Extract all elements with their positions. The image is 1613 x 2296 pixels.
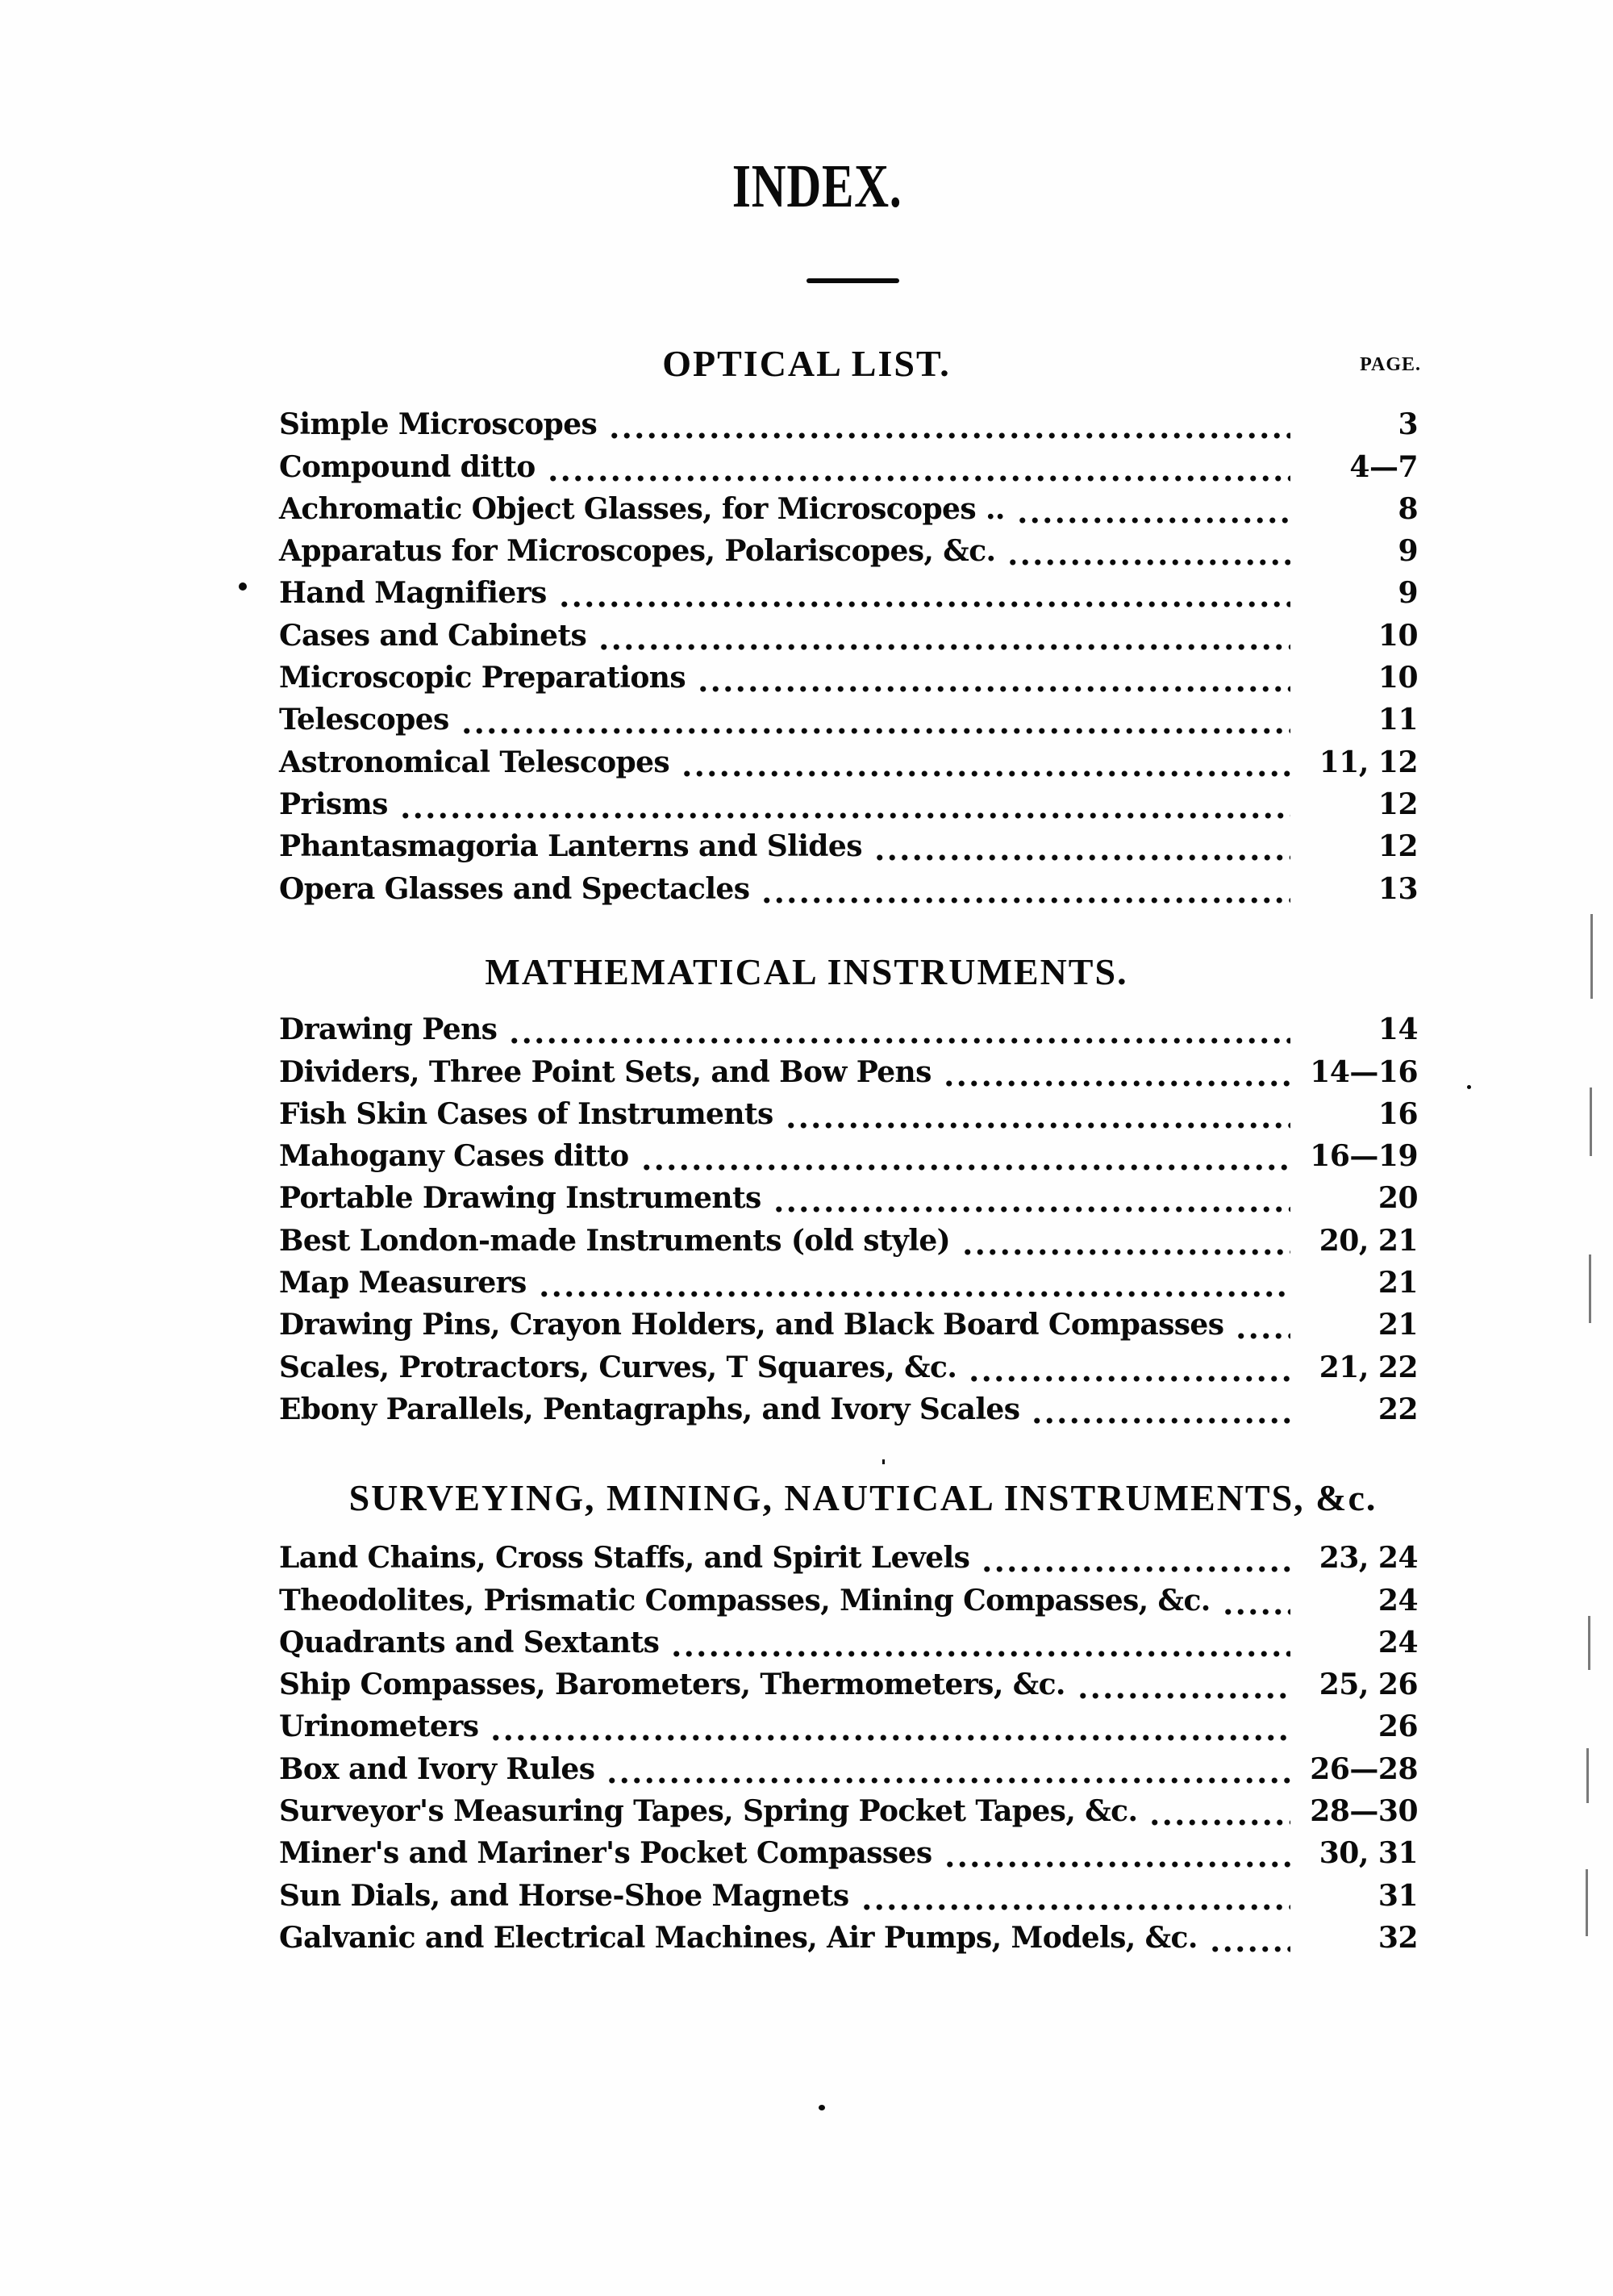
index-entry <box>279 822 1418 864</box>
index-entry <box>279 1132 1418 1174</box>
entry-label: Dividers, Three Point Sets, and Bow Pens <box>279 1054 932 1089</box>
dot-leader <box>1077 1667 1290 1702</box>
index-entry <box>279 1618 1418 1660</box>
dot-leader <box>943 1054 1290 1090</box>
dot-leader <box>873 829 1290 864</box>
entry-label: Urinometers <box>279 1709 479 1744</box>
entry-label: Prisms <box>279 787 388 821</box>
entry-label: Apparatus for Microscopes, Polariscopes, &c. <box>279 534 996 569</box>
entry-page: 11, 12 <box>1319 745 1418 779</box>
entry-page: 23, 24 <box>1319 1541 1418 1576</box>
index-entry <box>279 611 1418 653</box>
entry-label: Achromatic Object Glasses, for Microscopes .. <box>279 491 1005 526</box>
entry-page: 9 <box>1398 534 1418 569</box>
entry-label: Simple Microscopes <box>279 407 598 442</box>
entry-page: 26—28 <box>1310 1751 1418 1786</box>
dot-leader <box>861 1878 1290 1914</box>
index-entry <box>279 485 1418 527</box>
entry-label: Miner's and Mariner's Pocket Compasses <box>279 1836 932 1871</box>
scan-edge-line <box>1586 1748 1589 1803</box>
index-entry <box>279 695 1418 737</box>
dot-leader <box>399 787 1290 822</box>
index-entry <box>279 737 1418 779</box>
index-entry <box>279 1660 1418 1702</box>
entry-label: Hand Magnifiers <box>279 576 547 611</box>
dot-leader <box>944 1835 1291 1871</box>
entry-page: 25, 26 <box>1319 1668 1418 1702</box>
index-entry <box>279 1576 1418 1618</box>
entry-page: 31 <box>1378 1878 1418 1913</box>
entry-page: 8 <box>1398 491 1418 526</box>
dot-leader <box>606 1751 1290 1787</box>
entry-label: Opera Glasses and Spectacles <box>279 871 750 906</box>
dot-leader <box>697 660 1290 695</box>
index-entry <box>279 527 1418 569</box>
section-heading-mathematical: MATHEMATICAL INSTRUMENTS. <box>485 951 1128 992</box>
index-entry <box>279 1259 1418 1300</box>
dot-leader <box>1007 533 1290 569</box>
dot-leader <box>640 1138 1290 1174</box>
index-entry <box>279 1914 1418 1956</box>
surveying-list <box>279 1534 1418 1956</box>
index-entry <box>279 1534 1418 1576</box>
scan-edge-line <box>1590 914 1593 999</box>
entry-label: Sun Dials, and Horse-Shoe Magnets <box>279 1878 849 1913</box>
entry-label: Astronomical Telescopes <box>279 745 670 779</box>
scan-edge-line <box>1588 1616 1590 1670</box>
index-entry <box>279 1744 1418 1786</box>
entry-label: Quadrants and Sextants <box>279 1625 660 1659</box>
entry-page: 20, 21 <box>1319 1223 1418 1258</box>
entry-page: 3 <box>1398 407 1418 442</box>
index-entry <box>279 1047 1418 1089</box>
scan-edge-line <box>1586 1869 1588 1936</box>
entry-page: 32 <box>1378 1920 1418 1955</box>
entry-page: 11 <box>1378 703 1418 737</box>
dot-leader <box>1031 1392 1290 1427</box>
entry-label: Microscopic Preparations <box>279 661 686 695</box>
index-entry <box>279 1005 1418 1047</box>
entry-page: 30, 31 <box>1319 1836 1418 1871</box>
entry-page: 13 <box>1378 871 1418 906</box>
entry-page: 26 <box>1378 1709 1418 1744</box>
entry-page: 21 <box>1378 1266 1418 1300</box>
entry-label: Map Measurers <box>279 1266 527 1300</box>
entry-label: Surveyor's Measuring Tapes, Spring Pocket Tapes, &c. <box>279 1794 1138 1829</box>
entry-label: Fish Skin Cases of Instruments <box>279 1096 773 1131</box>
index-entry <box>279 442 1418 484</box>
index-entry <box>279 1216 1418 1258</box>
index-entry <box>279 1787 1418 1829</box>
entry-page: 4—7 <box>1349 449 1418 484</box>
entry-page: 12 <box>1378 787 1418 821</box>
entry-page: 28—30 <box>1310 1794 1418 1829</box>
entry-label: Mahogany Cases ditto <box>279 1139 629 1174</box>
stray-dot-mark <box>1467 1085 1471 1089</box>
entry-label: Scales, Protractors, Curves, T Squares, &c. <box>279 1350 957 1384</box>
dot-leader <box>961 1223 1290 1259</box>
entry-page: 14—16 <box>1310 1054 1418 1089</box>
index-entry <box>279 1090 1418 1132</box>
dot-leader <box>670 1625 1290 1660</box>
index-entry <box>279 653 1418 695</box>
index-entry <box>279 864 1418 906</box>
title-rule-divider <box>806 278 899 283</box>
entry-page: 16 <box>1378 1096 1418 1131</box>
mathematical-list <box>279 1005 1418 1427</box>
dot-leader <box>547 449 1290 485</box>
entry-label: Ebony Parallels, Pentagraphs, and Ivory Scales <box>279 1392 1020 1426</box>
entry-page: 10 <box>1378 661 1418 695</box>
dot-leader <box>1016 491 1290 527</box>
optical-list <box>279 400 1418 907</box>
dot-leader <box>981 1540 1290 1576</box>
entry-page: 22 <box>1378 1392 1418 1426</box>
dot-leader <box>461 702 1290 737</box>
entry-label: Phantasmagoria Lanterns and Slides <box>279 829 862 864</box>
entry-page: 12 <box>1378 829 1418 864</box>
dot-leader <box>1222 1583 1290 1618</box>
index-entry <box>279 569 1418 611</box>
entry-label: Land Chains, Cross Staffs, and Spirit Levels <box>279 1541 970 1576</box>
entry-page: 16—19 <box>1310 1139 1418 1174</box>
entry-page: 24 <box>1378 1583 1418 1618</box>
index-entry <box>279 1174 1418 1216</box>
entry-label: Galvanic and Electrical Machines, Air Pumps, Models, &c. <box>279 1920 1198 1955</box>
index-entry <box>279 1829 1418 1871</box>
dot-leader <box>773 1180 1290 1216</box>
scan-edge-line <box>1589 1254 1591 1323</box>
entry-label: Ship Compasses, Barometers, Thermometers, &c. <box>279 1668 1065 1702</box>
index-entry <box>279 1871 1418 1913</box>
index-entry <box>279 1385 1418 1427</box>
dot-leader <box>598 618 1290 653</box>
dot-leader <box>558 575 1290 611</box>
stray-tick-mark <box>882 1459 885 1464</box>
dot-leader <box>785 1096 1290 1132</box>
entry-label: Telescopes <box>279 703 449 737</box>
dot-leader <box>490 1709 1290 1744</box>
section-heading-optical: OPTICAL LIST. <box>662 343 951 384</box>
entry-page: 9 <box>1398 576 1418 611</box>
dot-leader <box>608 407 1290 442</box>
entry-page: 24 <box>1378 1625 1418 1659</box>
stray-dot-mark <box>819 2105 825 2110</box>
dot-leader <box>1209 1920 1290 1956</box>
entry-page: 21 <box>1378 1308 1418 1342</box>
entry-page: 20 <box>1378 1181 1418 1216</box>
page-column-label: PAGE. <box>1360 354 1421 375</box>
stray-dot-mark <box>239 582 247 591</box>
index-entry <box>279 780 1418 822</box>
index-entry <box>279 1702 1418 1744</box>
entry-label: Drawing Pens <box>279 1012 498 1047</box>
dot-leader <box>1235 1307 1290 1342</box>
dot-leader <box>761 871 1290 907</box>
entry-page: 10 <box>1378 618 1418 653</box>
entry-label: Compound ditto <box>279 449 536 484</box>
dot-leader <box>1148 1793 1290 1829</box>
entry-label: Theodolites, Prismatic Compasses, Mining Compasses, &c. <box>279 1583 1211 1618</box>
dot-leader <box>968 1350 1290 1385</box>
section-heading-surveying: SURVEYING, MINING, NAUTICAL INSTRUMENTS, &c. <box>348 1477 1378 1518</box>
dot-leader <box>508 1012 1290 1047</box>
entry-label: Cases and Cabinets <box>279 618 587 653</box>
entry-label: Drawing Pins, Crayon Holders, and Black Board Compasses <box>279 1308 1224 1342</box>
index-entry <box>279 1300 1418 1342</box>
entry-page: 14 <box>1378 1012 1418 1047</box>
entry-label: Box and Ivory Rules <box>279 1751 595 1786</box>
entry-label: Best London-made Instruments (old style) <box>279 1223 951 1258</box>
entry-label: Portable Drawing Instruments <box>279 1181 761 1216</box>
dot-leader <box>538 1265 1290 1300</box>
scan-edge-line <box>1590 1087 1592 1156</box>
dot-leader <box>681 745 1290 780</box>
index-entry <box>279 1342 1418 1384</box>
entry-page: 21, 22 <box>1319 1350 1418 1384</box>
index-entry <box>279 400 1418 442</box>
page-title: INDEX. <box>731 152 902 220</box>
